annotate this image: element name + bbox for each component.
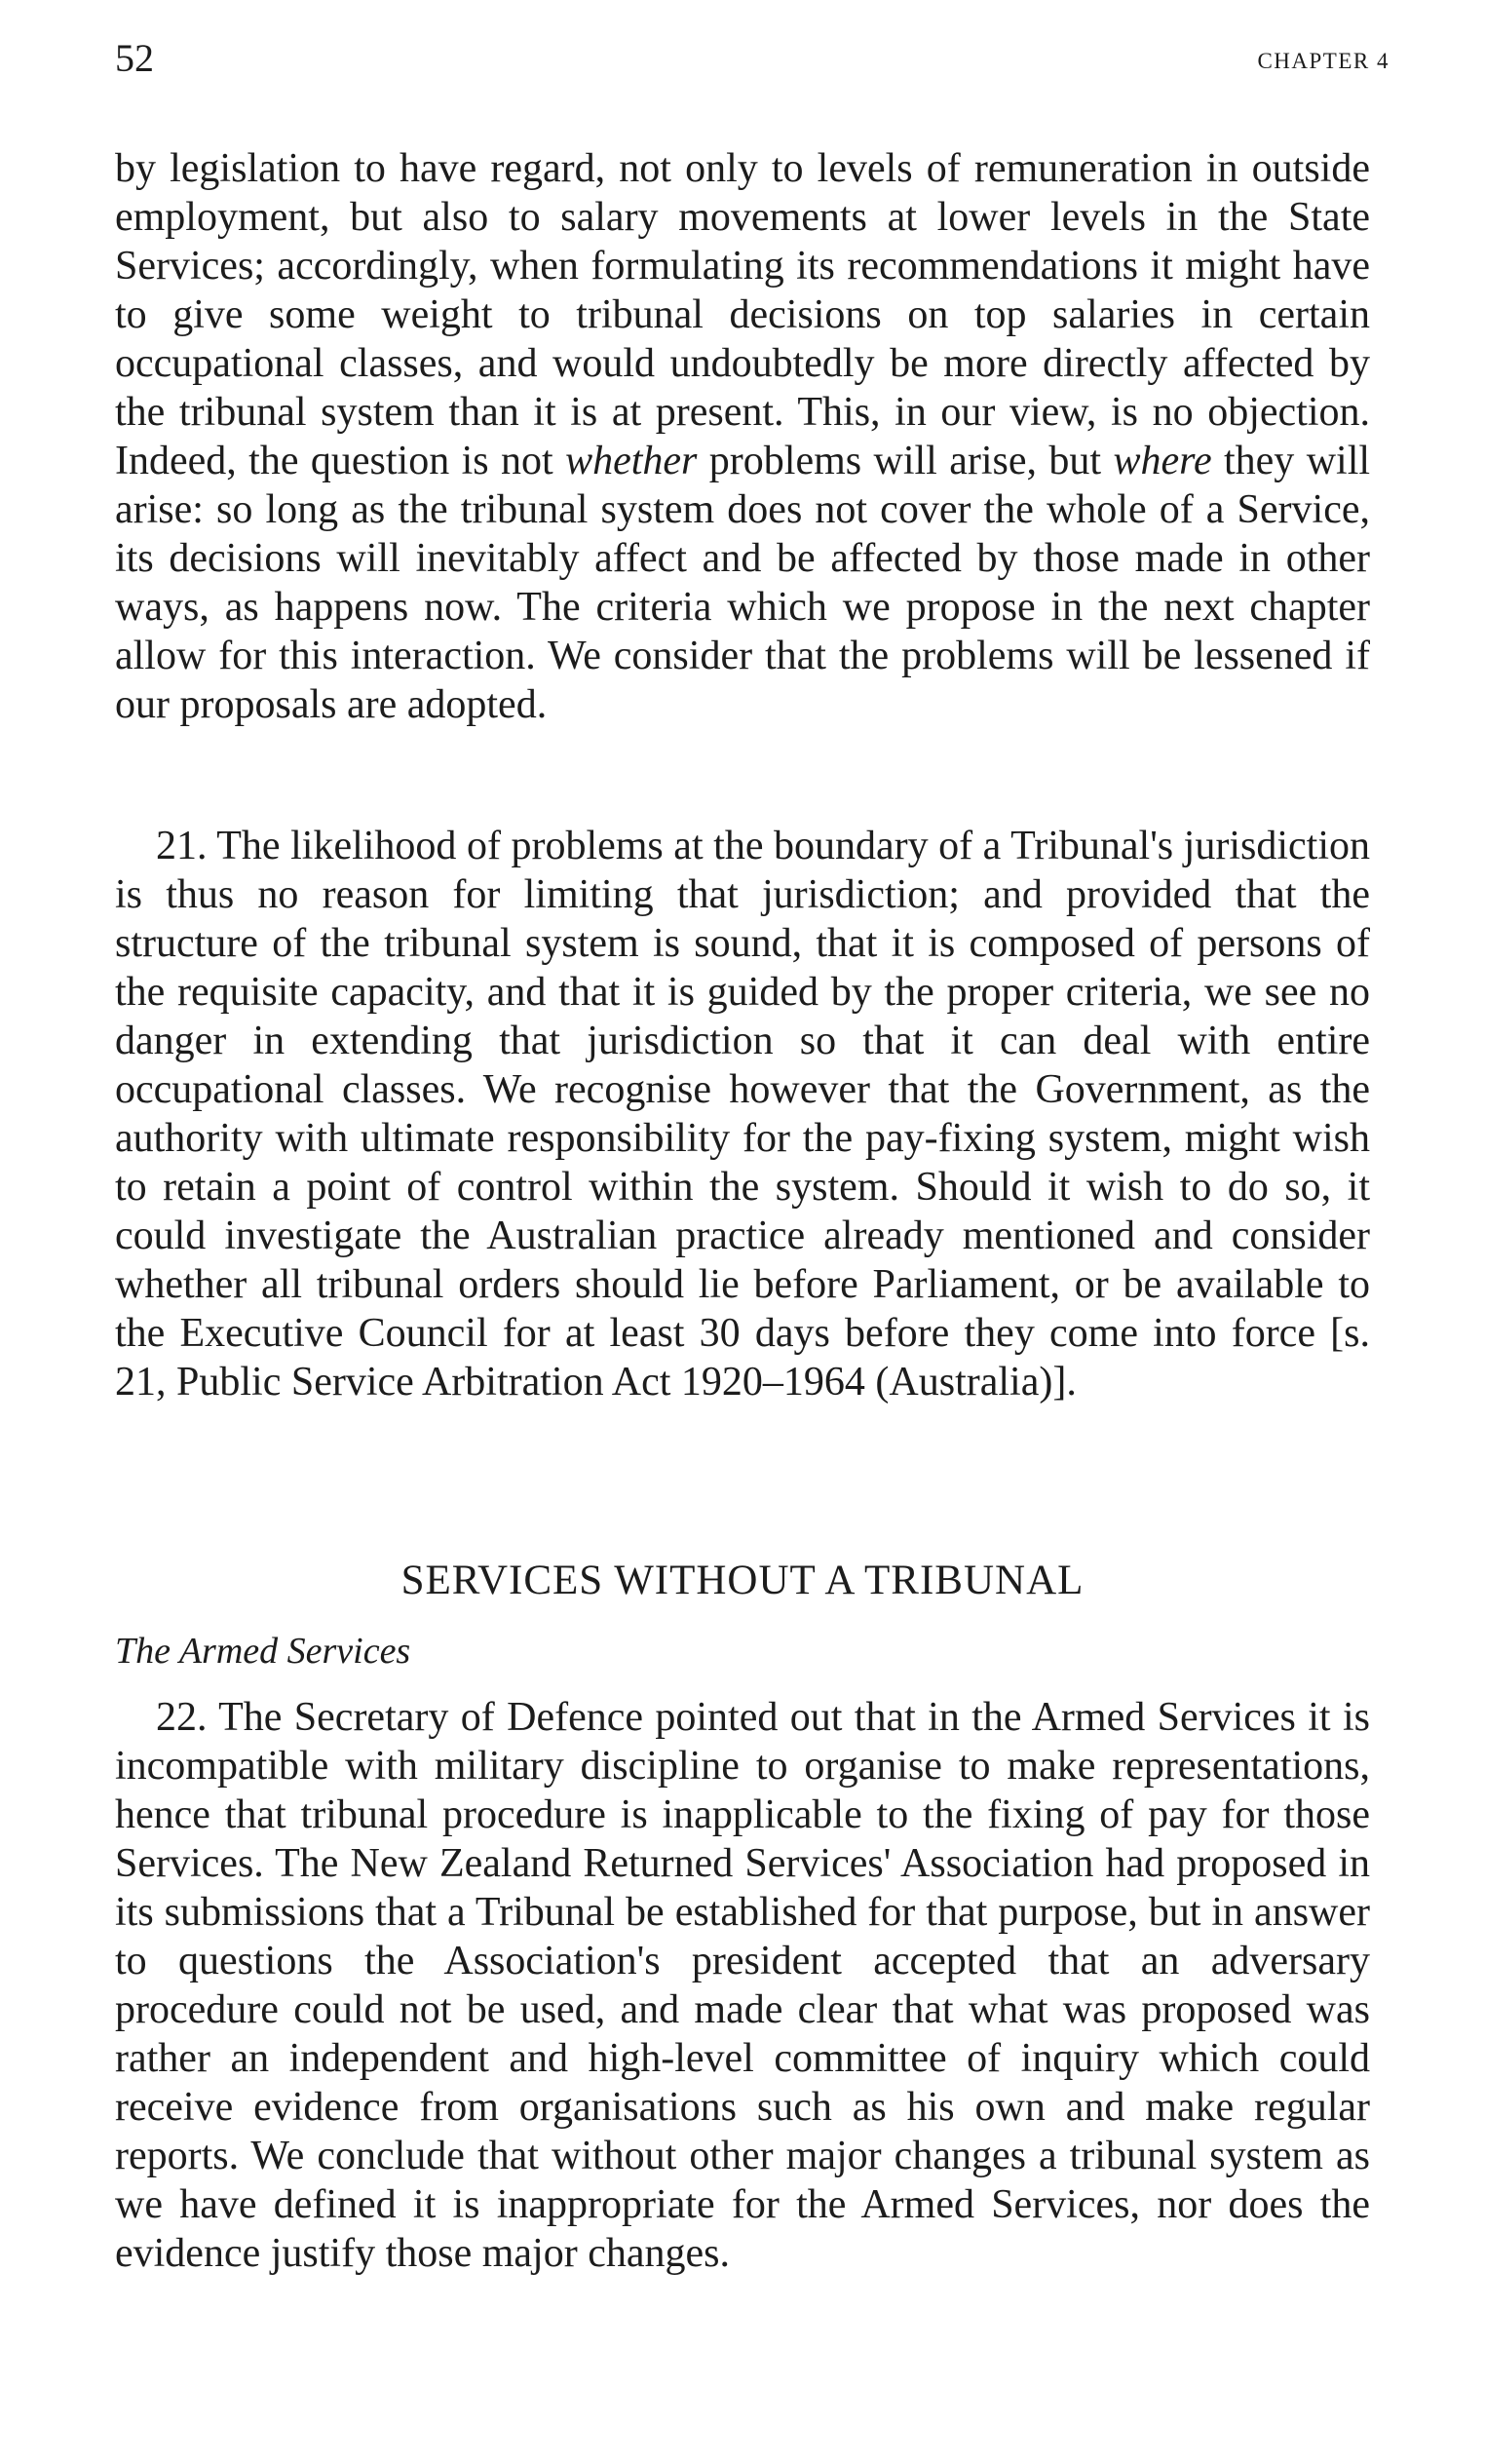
paragraph-22-text: 22. The Secretary of Defence pointed out that in the Armed Services it is incompatible with military discipline to organise to make representations, hence that tribunal procedure is inapplicable to the fixing of pay for those Services. The New Zealand Returned Services' Association had proposed in its submissions that a Tribunal be established for that purpose, but in answer to questions the Association's president accepted that an adversary procedure could not be used, and made clear that what was proposed was rather an independent and high-level committee of inquiry which could receive evidence from organisations such as his own and make regular reports. We conclude that without other major changes a tribunal system as we have defined it is inappropriate for the Armed Services, nor does the evidence justify those major changes. [115,1695,1370,2276]
continuation-paragraph [115,144,1370,729]
paragraph-21 [115,822,1370,1406]
emphasis-whether: whether [565,439,698,483]
paragraph-21-text: 21. The likelihood of problems at the boundary of a Tribunal's jurisdiction is thus no reason for limiting that jurisdiction; and provided that the structure of the tribunal system is sound, that it is composed of persons of the requisite capacity, and that it is guided by the proper criteria, we see no danger in extending that jurisdiction so that it can deal with entire occupational classes. We recognise however that the Government, as the authority with ultimate responsibility for the pay-fixing system, might wish to retain a point of control within the system. Should it wish to do so, it could investigate the Australian practice already mentioned and consider whether all tribunal orders should lie before Parliament, or be available to the Executive Council for at least 30 days before they come into force [s. 21, Public Service Arbitration Act 1920–1964 (Australia)]. [115,824,1370,1405]
section-heading: SERVICES WITHOUT A TRIBUNAL [400,1558,1085,1603]
continuation-text-end: they will arise: so long as the tribunal system does not cover the whole of a Service, its decisions will inevitably affect and be affected by those made in other ways, as happens now. The criteria which we propose in the next chapter allow for this interaction. We consider that the problems will be lessened if our proposals are adopted. [115,439,1371,727]
emphasis-where: where [1113,439,1212,483]
paragraph-22 [115,1693,1370,2278]
continuation-text-middle: problems will arise, but [708,439,1102,483]
continuation-text-start: by legislation to have regard, not only to levels of remuneration in outside employment, but also to salary movements at lower levels in the State Services; accordingly, when formulating its recommendations it might have to give some weight to tribunal decisions on top salaries in certain occupational classes, and would undoubtedly be more directly affected by the tribunal system than it is at present. This, in our view, is no objection. Indeed, the question is not [115,146,1370,483]
page-number: 52 [115,36,154,80]
running-head: CHAPTER 4 [1257,49,1390,73]
subheading-armed-services: The Armed Services [115,1631,411,1672]
